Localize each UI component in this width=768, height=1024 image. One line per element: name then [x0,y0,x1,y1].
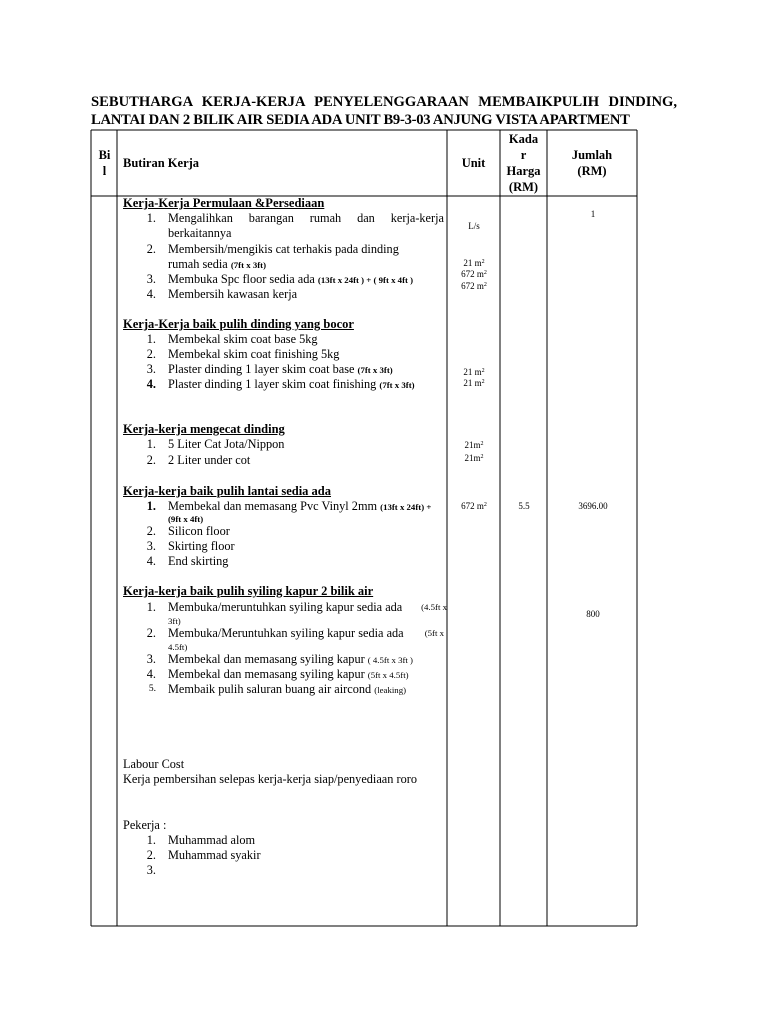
unit-value [448,501,500,512]
item-number: 4. [146,287,156,301]
header-kadar-line: (RM) [508,180,539,194]
unit-value-text: 21 m [463,378,482,388]
worker-name: Muhammad alom [168,833,256,847]
item-dimension: (13ft x 24ft) + [380,502,432,512]
header-butiran-kerja: Butiran Kerja [123,156,200,170]
unit-value [448,367,500,378]
item-number: 2. [146,626,156,640]
unit-value [448,258,500,269]
header-bil [92,147,117,179]
item-number: 4. [146,667,156,681]
header-kadar-line: r [520,148,527,162]
item-dimension: (5ft x [424,628,444,638]
section-title: Kerja-Kerja baik pulih dinding yang bocor [123,317,354,331]
workers-label: Pekerja : [123,818,167,832]
item-dimension: ( 4.5ft x 3ft ) [367,655,413,665]
item-dimension: (13ft x 24ft ) + ( 9ft x 4ft ) [317,275,414,285]
unit-value-text: 672 m [461,269,484,279]
item-number: 3. [146,272,156,286]
jumlah-value: 800 [586,609,600,619]
unit-superscript: 2 [481,368,485,374]
section-title: Kerja-kerja mengecat dinding [123,422,285,436]
document-title [91,93,677,129]
item-text: Membersih/mengikis cat terhakis pada dinding [168,242,399,256]
labour-cost-description: Kerja pembersihan selepas kerja-kerja siap/penyediaan roro [123,772,417,786]
item-text [168,499,431,515]
item-text: Membersih kawasan kerja [168,287,298,301]
unit-value-text: 21 m [463,258,482,268]
item-dimension: 3ft) [168,616,181,626]
jumlah-value: 1 [590,209,596,219]
item-number: 2. [146,453,156,467]
item-text-label: Membuka Spc floor sedia ada [168,272,315,286]
item-text: 2 Liter under cot [168,453,251,467]
unit-value-text: 21m [464,453,481,463]
item-text: Skirting floor [168,539,235,553]
unit-superscript: 2 [481,259,485,265]
item-number: 1. [146,332,156,346]
item-text-label: Plaster dinding 1 layer skim coat base [168,362,355,376]
worker-number: 2. [146,848,156,862]
header-unit: Unit [461,156,486,170]
unit-superscript: 2 [483,502,487,508]
header-kadar-line: Harga [506,164,541,178]
title-line-2: LANTAI DAN 2 BILIK AIR SEDIA ADA UNIT B9-3-03 ANJUNG VISTA APARTMENT [91,112,630,128]
item-number: 3. [146,362,156,376]
item-number: 4. [146,377,156,391]
item-text [168,667,409,683]
item-text [168,626,444,641]
header-bil-line: l [102,164,107,178]
header-jumlah-line: (RM) [577,164,607,178]
unit-value-text: 672 m [461,281,484,291]
unit-value [448,378,500,389]
item-number: 2. [146,242,156,256]
item-text: 5 Liter Cat Jota/Nippon [168,437,285,451]
item-text [168,652,413,668]
worker-number: 3. [146,863,156,877]
item-text: Mengalihkan barangan rumah dan kerja-kerja [168,211,444,225]
unit-superscript: 2 [480,441,484,447]
header-jumlah [547,147,637,179]
jumlah-value: 3696.00 [578,501,608,511]
unit-superscript: 2 [481,379,485,385]
item-text-continued [168,257,266,273]
section-title: Kerja-kerja baik pulih lantai sedia ada [123,484,332,498]
item-number: 3. [146,539,156,553]
unit-value-text: 672 m [461,501,484,511]
kadar-harga-value: 5.5 [518,501,530,511]
unit-superscript: 2 [483,282,487,288]
item-text [168,682,406,698]
item-text-continued-label: rumah sedia [168,257,228,271]
title-line-1: SEBUTHARGA KERJA-KERJA PENYELENGGARAAN MEMBAIKPULIH DINDING, [91,94,677,110]
item-text: Membekal skim coat base 5kg [168,332,318,346]
unit-superscript: 2 [480,454,484,460]
item-text [168,377,415,393]
header-kadar-harga [500,131,547,195]
item-dimension: (9ft x 4ft) [168,514,204,524]
unit-value: L/s [468,221,480,231]
item-number: 4. [146,554,156,568]
item-text-label: Plaster dinding 1 layer skim coat finishing [168,377,377,391]
item-dimension: (7ft x 3ft) [379,380,415,390]
item-number: 2. [146,524,156,538]
item-text-label: Membekal dan memasang syiling kapur [168,667,365,681]
item-text [168,272,413,288]
unit-value-text: 21 m [463,367,482,377]
worker-name: Muhammad syakir [168,848,261,862]
item-dimension: (5ft x 4.5ft) [367,670,409,680]
item-text [168,600,447,615]
unit-superscript: 2 [483,270,487,276]
item-text [168,362,393,378]
item-text-label: Membuka/meruntuhkan syiling kapur sedia ada [168,600,403,614]
header-bil-line: Bi [98,148,111,162]
item-dimension: (4.5ft x [421,602,447,612]
item-dimension: (leaking) [374,685,407,695]
item-text-label: Membekal dan memasang syiling kapur [168,652,365,666]
header-kadar-line: Kada [508,132,539,146]
item-number: 2. [146,347,156,361]
item-dimension: 4.5ft) [168,642,188,652]
unit-value [448,453,500,464]
item-number: 1. [146,211,156,225]
item-number: 1. [146,499,156,513]
item-text-label: Membaik pulih saluran buang air aircond [168,682,372,696]
item-text: Silicon floor [168,524,230,538]
section-title: Kerja-kerja baik pulih syiling kapur 2 bilik air [123,584,374,598]
header-jumlah-line: Jumlah [571,148,613,162]
unit-value-text: 21m [464,440,481,450]
unit-value [448,269,500,280]
item-text: End skirting [168,554,229,568]
unit-value [448,440,500,451]
item-number: 1. [146,437,156,451]
item-text-label: Membuka/Meruntuhkan syiling kapur sedia ada [168,626,404,640]
item-text-continued: berkaitannya [168,226,232,240]
item-text: Membekal skim coat finishing 5kg [168,347,340,361]
item-number: 1. [146,600,156,614]
item-number: 5. [148,684,156,694]
item-text-label: Membekal dan memasang Pvc Vinyl 2mm [168,499,378,513]
unit-value [448,281,500,292]
item-number: 3. [146,652,156,666]
worker-number: 1. [146,833,156,847]
item-dimension: (7ft x 3ft) [357,365,393,375]
section-title: Kerja-Kerja Permulaan &Persediaan [123,196,325,210]
item-dimension: (7ft x 3ft) [230,260,267,270]
labour-cost-title: Labour Cost [123,757,185,771]
